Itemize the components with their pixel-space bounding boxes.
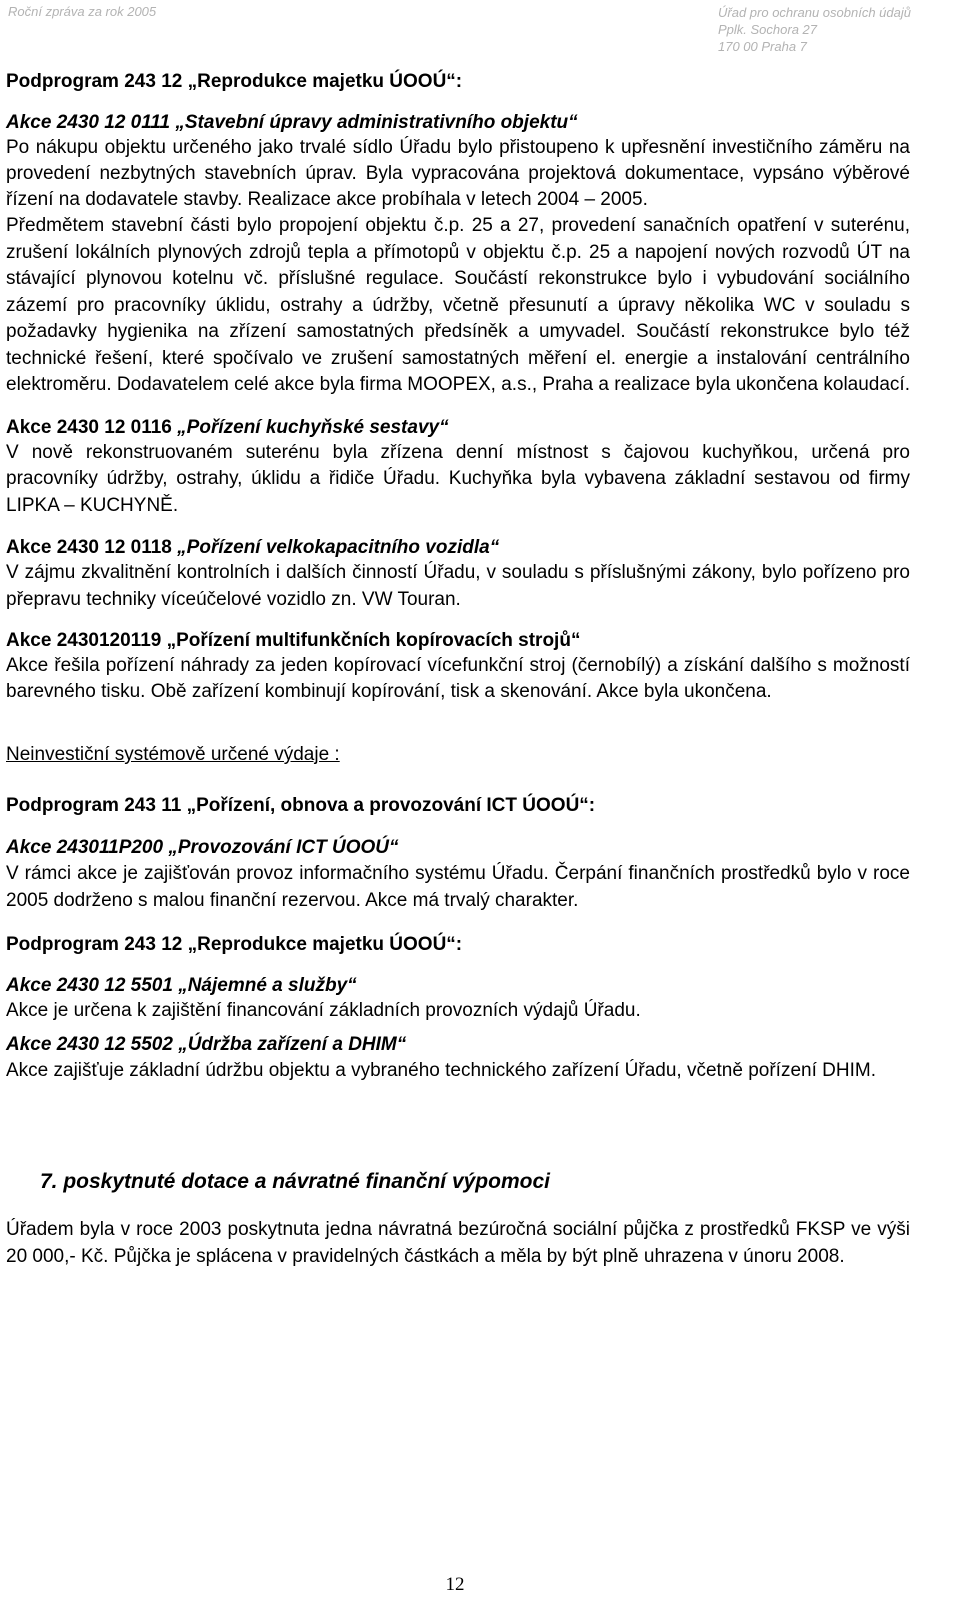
header-street: Pplk. Sochora 27 — [718, 22, 818, 37]
akce-description: Akce řešila pořízení náhrady za jeden kopírovací vícefunkční stroj (černobílý) a získání dalšího s možností barevného tisku. Obě zařízení kombinují kopírování, tisk a skenování. Akce byla ukončena. — [6, 655, 910, 702]
akce-title — [6, 536, 910, 560]
header-city: 170 00 Praha 7 — [718, 39, 807, 54]
akce-description: V zájmu zkvalitnění kontrolních i dalších činností Úřadu, v souladu s příslušnými zákony, bylo pořízeno pro přepravu techniky víceúčelové vozidlo zn. VW Touran. — [6, 562, 910, 610]
akce-title: Akce 2430 12 5502 „Údržba zařízení a DHIM“ — [6, 1034, 407, 1055]
akce-description: Akce je určena k zajištění financování základních provozních výdajů Úřadu. — [6, 1000, 641, 1021]
section-heading: Podprogram 243 12 „Reprodukce majetku ÚOOÚ“: — [6, 71, 463, 92]
akce-description-detail: Předmětem stavební části bylo propojení objektu č.p. 25 a 27, provedení sanačních opatření v suterénu, zrušení lokálních plynových zdrojů tepla a přímotopů v objektu č.p. 25 a napojení nových rozvodů ÚT na stávající plynovou kotelnu vč. příslušné regulace. Součástí rekonstrukce bylo i vybudování sociálního zázemí pro pracovníky úklidu, ostrahy a údržby, včetně přesunutí a úpravy několika WC v souladu s požadavky hygienika na zřízení samostatných předsíněk a umyvadel. Součástí rekonstrukce bylo též technické řešení, které spočívalo ve zrušení samostatných měření el. energie a instalování centrálního elektroměru. Dodavatelem celé akce byla firma MOOPEX, a.s., Praha a realizace byla ukončena kolaudací. — [6, 215, 910, 395]
chapter-text: Úřadem byla v roce 2003 poskytnuta jedna návratná bezúročná sociální půjčka z prostředků FKSP ve výši 20 000,- Kč. Půjčka je splácena v pravidelných částkách a měla by být plně uhrazena v únoru 2008. — [6, 1219, 910, 1267]
chapter-heading: 7. poskytnuté dotace a návratné finanční výpomoci — [40, 1170, 550, 1193]
section-heading: Podprogram 243 11 „Pořízení, obnova a provozování ICT ÚOOÚ“: — [6, 795, 596, 816]
akce-description: Po nákupu objektu určeného jako trvalé sídlo Úřadu bylo přistoupeno k upřesnění investičního záměru na provedení nezbytných stavebních úprav. Byla vypracována projektová dokumentace, vypsáno výběrové řízení na dodavatele stavby. Realizace akce probíhala v letech 2004 – 2005. — [6, 137, 910, 210]
header-address — [718, 4, 911, 55]
akce-name: „Pořízení velkokapacitního vozidla“ — [177, 537, 500, 558]
akce-name: „Pořízení kuchyňské sestavy“ — [177, 416, 449, 438]
akce-title: Akce 243011P200 „Provozování ICT ÚOOÚ“ — [6, 837, 399, 858]
akce-description: Akce zajišťuje základní údržbu objektu a vybraného technického zařízení Úřadu, včetně pořízení DHIM. — [6, 1060, 876, 1081]
header-report-title: Roční zpráva za rok 2005 — [8, 4, 157, 19]
document-body — [6, 70, 910, 1270]
akce-description: V rámci akce je zajišťován provoz informačního systému Úřadu. Čerpání finančních prostředků bylo v roce 2005 dodrženo s malou finanční rezervou. Akce má trvalý charakter. — [6, 863, 910, 911]
akce-title: Akce 2430120119 „Pořízení multifunkčních kopírovacích strojů“ — [6, 630, 581, 651]
header-office-name: Úřad pro ochranu osobních údajů — [718, 5, 911, 20]
akce-title — [6, 416, 910, 440]
akce-title: Akce 2430 12 5501 „Nájemné a služby“ — [6, 975, 357, 996]
akce-number: Akce 2430 12 0116 — [6, 416, 178, 438]
subsection-title: Neinvestiční systémově určené výdaje : — [6, 744, 340, 765]
page-number: 12 — [445, 1574, 465, 1595]
akce-title: Akce 2430 12 0111 „Stavební úpravy administrativního objektu“ — [6, 112, 578, 133]
section-heading: Podprogram 243 12 „Reprodukce majetku ÚOOÚ“: — [6, 934, 463, 955]
akce-description: V nově rekonstruovaném suterénu byla zřízena denní místnost s čajovou kuchyňkou, určená pro pracovníky údržby, ostrahy, úklidu a řidiče Úřadu. Kuchyňka byla vybavena základní sestavou od firmy LIPKA – KUCHYNĚ. — [6, 441, 910, 516]
akce-number: Akce 2430 12 0118 — [6, 537, 178, 558]
